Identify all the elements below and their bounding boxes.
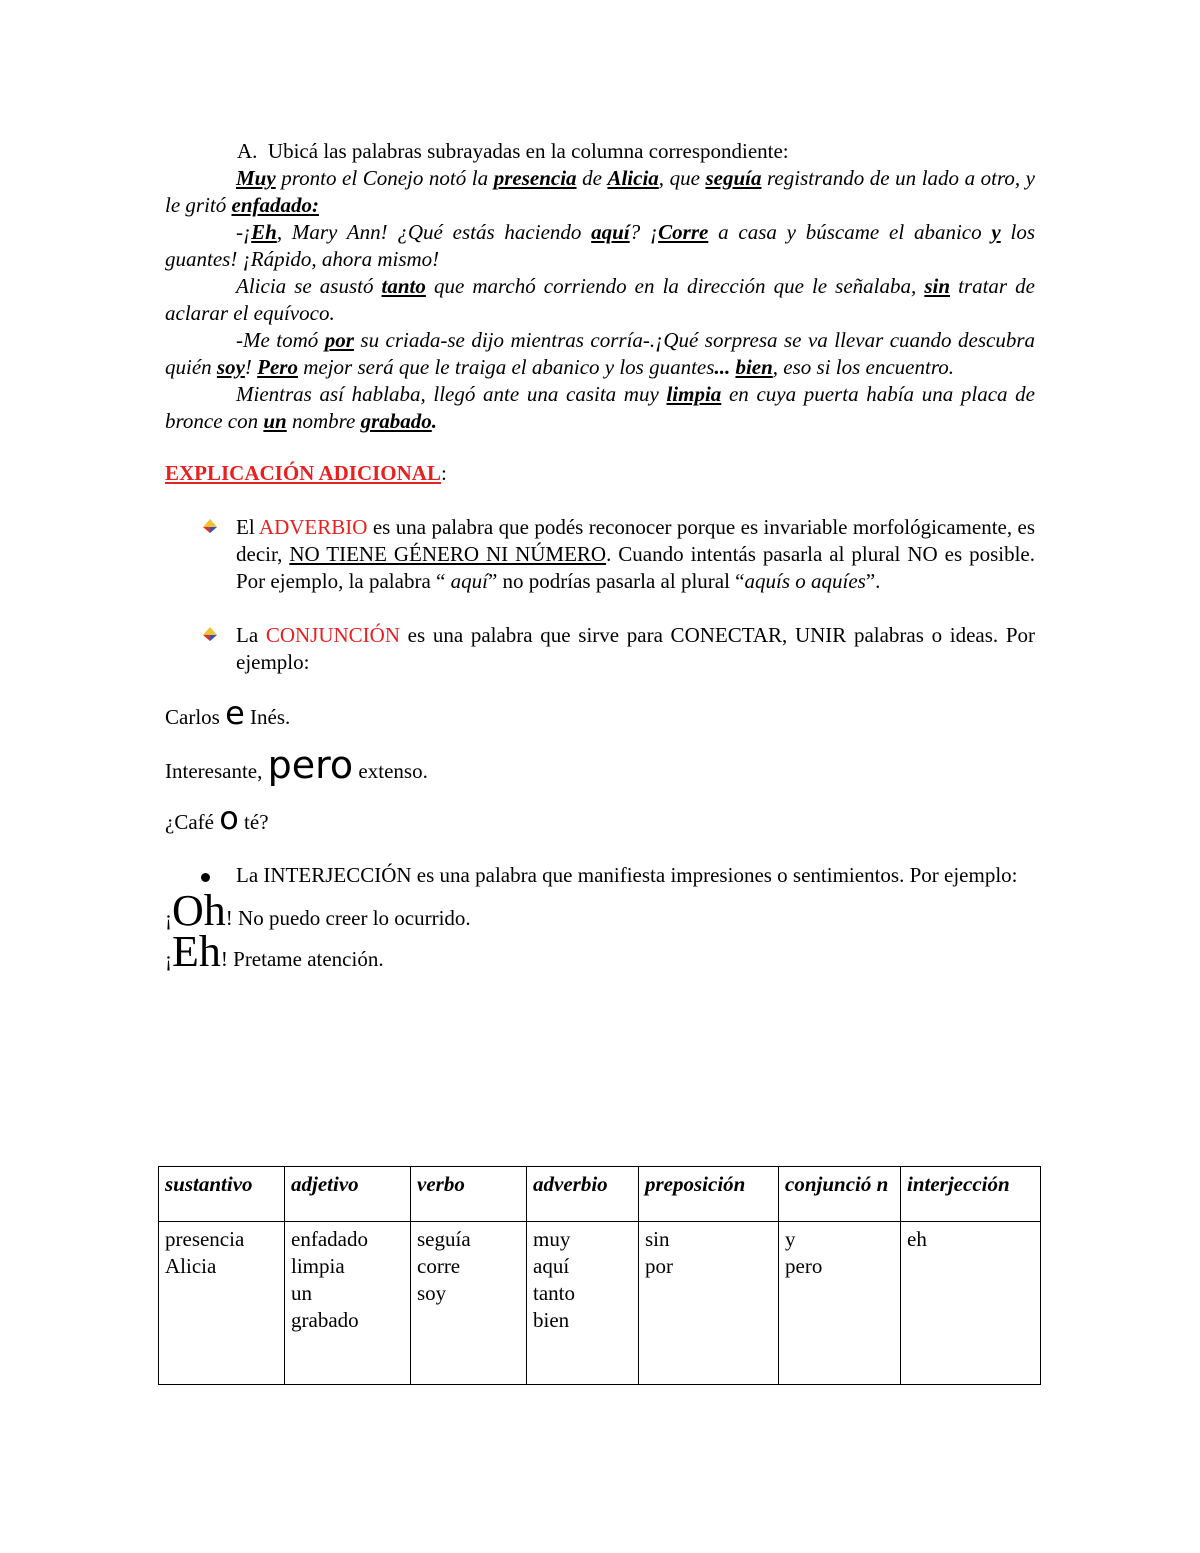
story-segment: tratar de aclarar el equívoco.: [165, 274, 1035, 325]
story-segment: en cuya puerta había una placa de bronce con: [165, 382, 1035, 433]
story-segment: ? ¡: [629, 220, 659, 244]
table-cell: [285, 1222, 411, 1385]
underlined-word: bien: [735, 355, 773, 379]
cell-word: un: [291, 1281, 312, 1305]
header-verbo: verbo: [411, 1167, 527, 1222]
word-classification-table: [158, 1166, 1041, 1385]
underlined-word: grabado: [360, 409, 432, 433]
header-interjeccion: interjección: [901, 1167, 1041, 1222]
cell-word: soy: [417, 1281, 447, 1305]
interj-example-1: [165, 886, 1035, 935]
underlined-word: Pero: [257, 355, 298, 379]
table-cell: [527, 1222, 639, 1385]
underlined-word: Alicia: [607, 166, 659, 190]
example-after: ! No puedo creer lo ocurrido.: [225, 906, 471, 930]
adverbio-post1: . Cuando intentás pasarla al plural NO es posible. Por ejemplo, la palabra “: [236, 542, 1035, 593]
story-segment: de: [576, 166, 608, 190]
story-segment: a casa y búscame el abanico: [708, 220, 992, 244]
underlined-word: seguía: [705, 166, 762, 190]
story-segment: registrando de un lado a otro, y le gritó: [165, 166, 1036, 217]
story-paragraph: [165, 273, 1035, 327]
story-text: [165, 165, 1035, 435]
conjuncion-post: es una palabra que sirve para CONECTAR, UNIR palabras o ideas. Por ejemplo:: [236, 623, 1035, 674]
story-segment: Alicia se asustó: [236, 274, 382, 298]
story-segment: , eso si los encuentro.: [772, 355, 954, 379]
heading-colon: :: [440, 461, 447, 485]
table-row: [159, 1222, 1041, 1385]
example-big-word: e: [225, 694, 245, 732]
story-paragraph: [165, 381, 1035, 435]
example-before: Interesante,: [165, 759, 268, 783]
header-conjuncion: conjunció n: [779, 1167, 901, 1222]
story-paragraph: [165, 219, 1035, 273]
cell-word: seguía: [417, 1227, 471, 1251]
example-after: Inés.: [244, 705, 291, 729]
table-cell: [901, 1222, 1041, 1385]
underlined-word: Eh: [251, 220, 277, 244]
bullet-adverbio: [165, 514, 1035, 595]
story-segment: ...: [714, 355, 731, 379]
underlined-word: enfadado:: [231, 193, 319, 217]
adverbio-underlined: NO TIENE GÉNERO NI NÚMERO: [289, 542, 607, 566]
underlined-word: soy: [216, 355, 245, 379]
cell-word: eh: [907, 1227, 927, 1251]
story-segment: -Me tomó: [236, 328, 325, 352]
bullet-interjeccion: [165, 862, 1035, 889]
arrow-bullet-icon: [201, 518, 219, 534]
adverbio-example-2: aquís o aquíes: [744, 569, 866, 593]
story-segment: pronto el Conejo notó la: [275, 166, 494, 190]
adverbio-term: ADVERBIO: [258, 515, 368, 539]
example-big-word: pero: [267, 743, 354, 787]
adverbio-mid: es una palabra que podés reconocer porque es invariable morfológicamente, es decir,: [236, 515, 1036, 566]
cell-word: presencia: [165, 1227, 245, 1251]
example-after: extenso.: [353, 759, 428, 783]
underlined-word: Corre: [658, 220, 709, 244]
cell-word: limpia: [291, 1254, 345, 1278]
underlined-word: Muy: [236, 166, 276, 190]
story-segment: Mientras así hablaba, llegó ante una casita muy: [236, 382, 667, 406]
table-header-row: [159, 1167, 1041, 1222]
cell-word: Alicia: [165, 1254, 217, 1278]
example-big-word: o: [219, 799, 239, 837]
story-paragraph: [165, 165, 1035, 219]
table-cell: [411, 1222, 527, 1385]
header-adverbio: adverbio: [527, 1167, 639, 1222]
table-cell: [639, 1222, 779, 1385]
adverbio-post3: ”.: [865, 569, 881, 593]
story-segment: , Mary Ann! ¿Qué estás haciendo: [276, 220, 592, 244]
cell-word: sin: [645, 1227, 670, 1251]
arrow-bullet-icon: [201, 626, 219, 642]
bullet-conjuncion: [165, 622, 1035, 676]
example-after: té?: [238, 810, 269, 834]
story-segment: .: [431, 409, 438, 433]
adverbio-pre: El: [236, 515, 259, 539]
interjeccion-text: La INTERJECCIÓN es una palabra que manifiesta impresiones o sentimientos. Por ejemplo:: [236, 863, 1018, 887]
cell-word: grabado: [291, 1308, 359, 1332]
example-big-word: Eh: [172, 927, 221, 976]
story-segment: -¡: [236, 220, 252, 244]
story-segment: mejor será que le traiga el abanico y los guantes: [297, 355, 715, 379]
exercise-marker: A.: [237, 139, 258, 163]
example-before: Carlos: [165, 705, 226, 729]
story-paragraph: [165, 327, 1035, 381]
explanation-heading: [165, 460, 1035, 487]
example-before: ¿Café: [165, 810, 220, 834]
cell-word: muy: [533, 1227, 571, 1251]
explanation-heading-text: EXPLICACIÓN ADICIONAL: [165, 461, 441, 485]
underlined-word: limpia: [666, 382, 722, 406]
story-segment: su criada-se dijo mientras corría-.¡Qué sorpresa se va llevar cuando descubra quién: [165, 328, 1035, 379]
underlined-word: y: [991, 220, 1001, 244]
document-content: [165, 138, 1036, 976]
adverbio-post2: ” no podrías pasarla al plural “: [487, 569, 745, 593]
cell-word: por: [645, 1254, 673, 1278]
table-cell: [779, 1222, 901, 1385]
underlined-word: por: [324, 328, 354, 352]
story-segment: , que: [658, 166, 706, 190]
example-after: ! Pretame atención.: [220, 947, 384, 971]
underlined-word: aquí: [591, 220, 630, 244]
cell-word: corre: [417, 1254, 461, 1278]
instruction-text: Ubicá las palabras subrayadas en la columna correspondiente:: [267, 139, 789, 163]
header-preposicion: preposición: [639, 1167, 779, 1222]
example-before: ¡: [165, 906, 172, 930]
conj-example-1: [165, 694, 1035, 732]
cell-word: y: [785, 1227, 796, 1251]
story-segment: nombre: [286, 409, 361, 433]
story-segment: los guantes! ¡Rápido, ahora mismo!: [165, 220, 1035, 271]
underlined-word: sin: [924, 274, 951, 298]
header-sustantivo: sustantivo: [159, 1167, 285, 1222]
cell-word: pero: [785, 1254, 823, 1278]
bullet-dot-icon: [201, 873, 210, 882]
cell-word: bien: [533, 1308, 570, 1332]
header-adjetivo: adjetivo: [285, 1167, 411, 1222]
cell-word: tanto: [533, 1281, 575, 1305]
interj-example-2: [165, 927, 1035, 976]
conj-example-2: [165, 743, 1035, 787]
adverbio-example-1: aquí: [450, 569, 488, 593]
underlined-word: tanto: [381, 274, 426, 298]
cell-word: aquí: [533, 1254, 570, 1278]
underlined-word: un: [263, 409, 287, 433]
underlined-word: presencia: [493, 166, 577, 190]
story-segment: !: [244, 355, 258, 379]
exercise-instruction: [165, 138, 1035, 165]
table-cell: [159, 1222, 285, 1385]
conjuncion-term: CONJUNCIÓN: [265, 623, 401, 647]
example-before: ¡: [165, 947, 172, 971]
cell-word: enfadado: [291, 1227, 368, 1251]
conj-example-3: [165, 799, 1035, 837]
story-segment: que marchó corriendo en la dirección que le señalaba,: [425, 274, 925, 298]
example-big-word: Oh: [172, 886, 226, 935]
conjuncion-pre: La: [236, 623, 266, 647]
